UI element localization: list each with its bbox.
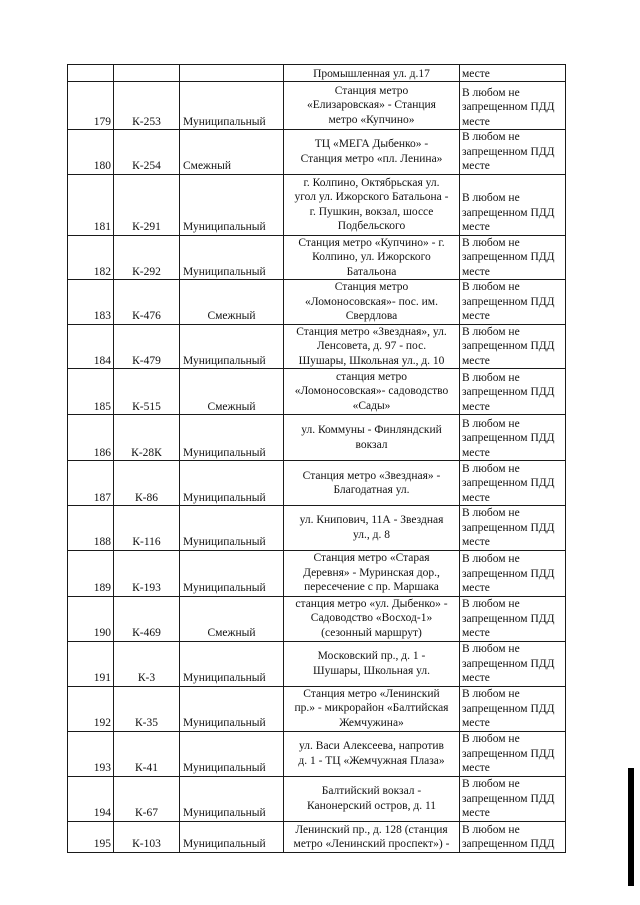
table-row bbox=[68, 641, 566, 686]
table-row bbox=[68, 369, 566, 415]
stop-rule: В любом не запрещенном ПДД месте bbox=[460, 686, 566, 731]
row-number: 186 bbox=[68, 415, 114, 461]
row-number: 185 bbox=[68, 369, 114, 415]
route-type: Смежный bbox=[180, 130, 284, 175]
table-row bbox=[68, 130, 566, 175]
routes-table-body bbox=[68, 65, 566, 853]
stop-rule: В любом не запрещенном ПДД месте bbox=[460, 506, 566, 551]
table-row bbox=[68, 82, 566, 130]
table-row bbox=[68, 821, 566, 852]
table-row bbox=[68, 731, 566, 776]
route-code: К-86 bbox=[114, 461, 180, 506]
route-path: Московский пр., д. 1 - Шушары, Школьная ул. bbox=[284, 641, 460, 686]
stop-rule: В любом не запрещенном ПДД месте bbox=[460, 369, 566, 415]
row-number: 187 bbox=[68, 461, 114, 506]
route-path: Балтийский вокзал - Канонерский остров, д. 11 bbox=[284, 776, 460, 821]
route-code: К-3 bbox=[114, 641, 180, 686]
route-path: ул. Книпович, 11А - Звездная ул., д. 8 bbox=[284, 506, 460, 551]
route-type bbox=[180, 65, 284, 82]
table-row bbox=[68, 550, 566, 596]
route-path: Ленинский пр., д. 128 (станция метро «Ленинский проспект») - bbox=[284, 821, 460, 852]
row-number: 195 bbox=[68, 821, 114, 852]
route-path: Станция метро «Звездная» - Благодатная ул. bbox=[284, 461, 460, 506]
route-type: Смежный bbox=[180, 280, 284, 325]
route-code: К-103 bbox=[114, 821, 180, 852]
route-type: Муниципальный bbox=[180, 686, 284, 731]
table-row bbox=[68, 280, 566, 325]
route-code: К-292 bbox=[114, 235, 180, 280]
route-path: ул. Васи Алексеева, напротив д. 1 - ТЦ «Жемчужная Плаза» bbox=[284, 731, 460, 776]
route-code: К-41 bbox=[114, 731, 180, 776]
route-code: К-254 bbox=[114, 130, 180, 175]
row-number: 192 bbox=[68, 686, 114, 731]
table-row bbox=[68, 65, 566, 82]
route-code: К-67 bbox=[114, 776, 180, 821]
stop-rule: В любом не запрещенном ПДД месте bbox=[460, 130, 566, 175]
route-path: Станция метро «Ленинский пр.» - микрорайон «Балтийская Жемчужина» bbox=[284, 686, 460, 731]
stop-rule: В любом не запрещенном ПДД месте bbox=[460, 596, 566, 641]
table-row bbox=[68, 686, 566, 731]
table-row bbox=[68, 776, 566, 821]
row-number: 181 bbox=[68, 174, 114, 235]
table-row bbox=[68, 596, 566, 641]
row-number: 182 bbox=[68, 235, 114, 280]
table-row bbox=[68, 506, 566, 551]
route-type: Муниципальный bbox=[180, 235, 284, 280]
stop-rule: В любом не запрещенном ПДД месте bbox=[460, 415, 566, 461]
stop-rule: В любом не запрещенном ПДД месте bbox=[460, 174, 566, 235]
route-path: Промышленная ул. д.17 bbox=[284, 65, 460, 82]
route-type: Смежный bbox=[180, 596, 284, 641]
route-type: Муниципальный bbox=[180, 821, 284, 852]
route-code: К-479 bbox=[114, 324, 180, 369]
route-code: К-476 bbox=[114, 280, 180, 325]
stop-rule: В любом не запрещенном ПДД месте bbox=[460, 324, 566, 369]
stop-rule: В любом не запрещенном ПДД месте bbox=[460, 82, 566, 130]
stop-rule: В любом не запрещенном ПДД bbox=[460, 821, 566, 852]
route-path: ТЦ «МЕГА Дыбенко» - Станция метро «пл. Ленина» bbox=[284, 130, 460, 175]
route-path: Станция метро «Ломоносовская»- пос. им. Свердлова bbox=[284, 280, 460, 325]
route-code: К-515 bbox=[114, 369, 180, 415]
table-row bbox=[68, 461, 566, 506]
route-type: Муниципальный bbox=[180, 174, 284, 235]
row-number: 190 bbox=[68, 596, 114, 641]
routes-table bbox=[67, 64, 566, 853]
route-path: г. Колпино, Октябрьская ул. угол ул. Ижорского Батальона - г. Пушкин, вокзал, шоссе Подбельского bbox=[284, 174, 460, 235]
stop-rule: В любом не запрещенном ПДД месте bbox=[460, 461, 566, 506]
row-number: 184 bbox=[68, 324, 114, 369]
stop-rule: В любом не запрещенном ПДД месте bbox=[460, 550, 566, 596]
row-number: 188 bbox=[68, 506, 114, 551]
route-path: станция метро «ул. Дыбенко» - Садоводство «Восход-1» (сезонный маршрут) bbox=[284, 596, 460, 641]
route-type: Муниципальный bbox=[180, 550, 284, 596]
scan-edge-mark bbox=[628, 768, 634, 886]
row-number: 179 bbox=[68, 82, 114, 130]
stop-rule: В любом не запрещенном ПДД месте bbox=[460, 641, 566, 686]
stop-rule: В любом не запрещенном ПДД месте bbox=[460, 776, 566, 821]
row-number: 189 bbox=[68, 550, 114, 596]
route-code: К-253 bbox=[114, 82, 180, 130]
stop-rule: В любом не запрещенном ПДД месте bbox=[460, 235, 566, 280]
row-number bbox=[68, 65, 114, 82]
route-code: К-469 bbox=[114, 596, 180, 641]
table-row bbox=[68, 324, 566, 369]
row-number: 183 bbox=[68, 280, 114, 325]
route-code: К-35 bbox=[114, 686, 180, 731]
route-type: Муниципальный bbox=[180, 324, 284, 369]
stop-rule: В любом не запрещенном ПДД месте bbox=[460, 731, 566, 776]
row-number: 193 bbox=[68, 731, 114, 776]
route-code: К-28К bbox=[114, 415, 180, 461]
route-type: Муниципальный bbox=[180, 461, 284, 506]
route-path: Станция метро «Звездная», ул. Ленсовета, д. 97 - пос. Шушары, Школьная ул., д. 10 bbox=[284, 324, 460, 369]
route-path: станция метро «Ломоносовская»- садоводство «Сады» bbox=[284, 369, 460, 415]
route-code: К-291 bbox=[114, 174, 180, 235]
route-type: Смежный bbox=[180, 369, 284, 415]
route-type: Муниципальный bbox=[180, 776, 284, 821]
route-path: Станция метро «Купчино» - г. Колпино, ул. Ижорского Батальона bbox=[284, 235, 460, 280]
route-type: Муниципальный bbox=[180, 82, 284, 130]
row-number: 191 bbox=[68, 641, 114, 686]
stop-rule: В любом не запрещенном ПДД месте bbox=[460, 280, 566, 325]
route-type: Муниципальный bbox=[180, 641, 284, 686]
route-path: ул. Коммуны - Финляндский вокзал bbox=[284, 415, 460, 461]
row-number: 180 bbox=[68, 130, 114, 175]
table-row bbox=[68, 174, 566, 235]
table-row bbox=[68, 235, 566, 280]
route-type: Муниципальный bbox=[180, 415, 284, 461]
route-code bbox=[114, 65, 180, 82]
stop-rule: месте bbox=[460, 65, 566, 82]
row-number: 194 bbox=[68, 776, 114, 821]
route-path: Станция метро «Старая Деревня» - Муринская дор., пересечение с пр. Маршака bbox=[284, 550, 460, 596]
table-row bbox=[68, 415, 566, 461]
route-code: К-193 bbox=[114, 550, 180, 596]
route-type: Муниципальный bbox=[180, 731, 284, 776]
route-type: Муниципальный bbox=[180, 506, 284, 551]
route-path: Станция метро «Елизаровская» - Станция метро «Купчино» bbox=[284, 82, 460, 130]
route-code: К-116 bbox=[114, 506, 180, 551]
